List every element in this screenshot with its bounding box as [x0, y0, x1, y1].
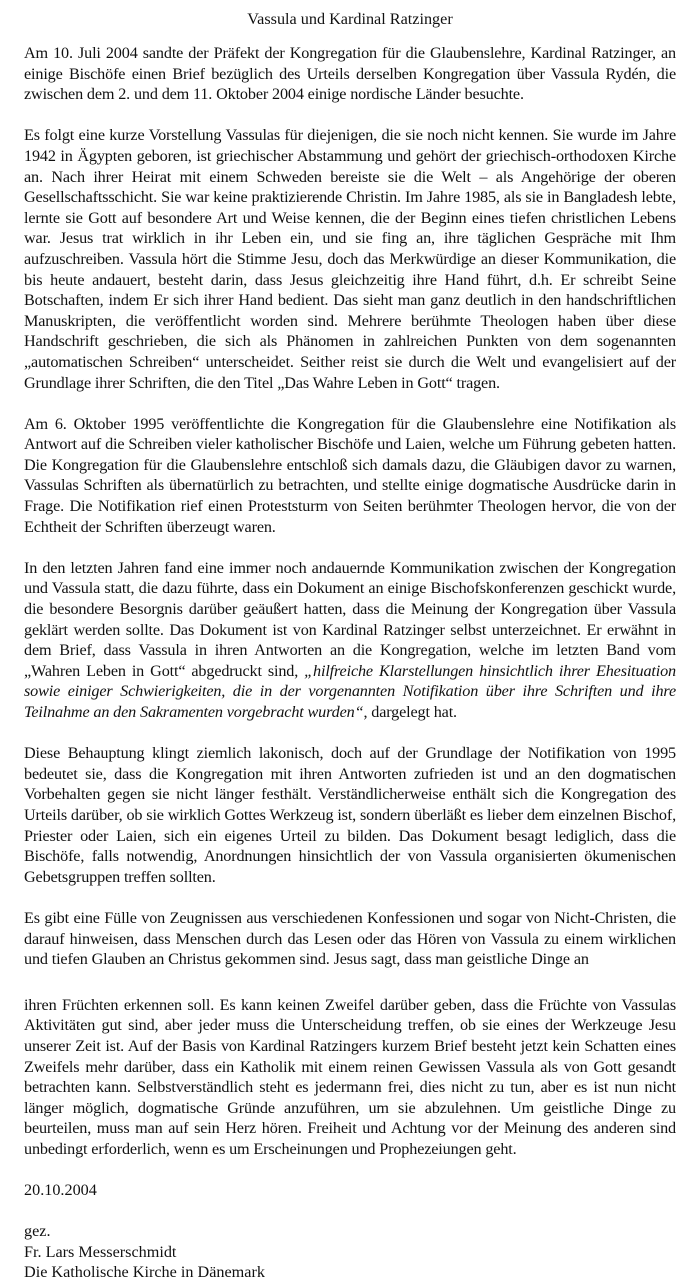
signature-organization: Die Katholische Kirche in Dänemark [24, 1263, 265, 1282]
signature-author-name: Fr. Lars Messerschmidt [24, 1242, 177, 1261]
signature-block [24, 1221, 676, 1283]
paragraph-testimonies: Es gibt eine Fülle von Zeugnissen aus verschiedenen Konfessionen und sogar von Nicht-Christen, die darauf hinweisen, dass Menschen durch das Lesen oder das Hören von Vassula zu einem wirklichen und tiefen Glauben an Christus gekommen sind. Jesus sagt, dass man geistliche Dinge an [24, 908, 676, 969]
paragraph-interpretation: Diese Behauptung klingt ziemlich lakonisch, doch auf der Grundlage der Notifikation von 1995 bedeutet sie, dass die Kongregation mit ihren Antworten zufrieden ist und an den dogmatischen Vorbehalten gegen sie nicht länger festhält. Verständlicherweise enthält sich die Kongregation des Urteils darüber, ob sie wirklich Gottes Werkzeug ist, sondern überläßt es lieber dem einzelnen Bischof, Priester oder Laien, sich ein eigenes Urteil zu bilden. Das Dokument besagt lediglich, dass die Bischöfe, falls notwendig, Anordnungen hinsichtlich der von Vassula organisierten ökumenischen Gebetsgruppen treffen sollten. [24, 744, 676, 886]
paragraph-conclusion: ihren Früchten erkennen soll. Es kann keinen Zweifel darüber geben, dass die Früchte von Vassulas Aktivitäten gut sind, aber jeder muss die Unterscheidung treffen, ob sie eines der Werkzeuge Jesu unserer Zeit ist. Auf der Basis von Kardinal Ratzingers kurzem Brief besteht jetzt kein Schatten eines Zweifels mehr darüber, dass ein Katholik mit einem reinen Gewissen Vassula als von Gott gesandt betrachten kann. Selbstverständlich steht es jedermann frei, dies nicht zu tun, aber es ist nun nicht länger möglich, dogmatische Gründe anzuführen, um sie abzulehnen. Um geistliche Dinge zu beurteilen, muss man auf sein Herz hören. Freiheit und Achtung vor der Meinung des anderen sind unbedingt erforderlich, wenn es um Erscheinungen und Prophezeiungen geht. [24, 995, 676, 1158]
document-title: Vassula und Kardinal Ratzinger [247, 10, 453, 28]
paragraph-notification-1995: Am 6. Oktober 1995 veröffentlichte die Kongregation für die Glaubenslehre eine Notifikation als Antwort auf die Schreiben vieler katholischer Bischöfe und Laien, welche um Führung gebeten hatten. Die Kongregation für die Glaubenslehre entschloß sich damals dazu, die Gläubigen davor zu warnen, Vassulas Schriften als übernatürlich zu betrachten, und stellte einige dogmatische Ausdrücke darin in Frage. Die Notifikation rief einen Proteststurm von Seiten berühmter Theologen hervor, die von der Echtheit der Schriften überzeugt waren. [24, 414, 676, 536]
signature-gez: gez. [24, 1222, 51, 1241]
paragraph-vassula-biography: Es folgt eine kurze Vorstellung Vassulas für diejenigen, die sie noch nicht kennen. Sie wurde im Jahre 1942 in Ägypten geboren, ist griechischer Abstammung und gehört der griechisch-orthodoxen Kirche an. Nach ihrer Heirat mit einem Schweden bereiste sie die Welt – als Angehörige der oberen Gesellschaftsschicht. Sie war keine praktizierende Christin. Im Jahre 1985, als sie in Bangladesh lebte, lernte sie Gott auf besondere Art und Weise kennen, die der Beginn eines tiefen christlichen Lebens war. Jesus trat wirklich in ihr Leben ein, und sie fing an, ihre täglichen Gespräche mit Ihm aufzuschreiben. Vassula hört die Stimme Jesu, doch das Merkwürdige an dieser Kommunikation, die bis heute andauert, besteht darin, dass Jesus gleichzeitig ihre Hand führt, d.h. Er schreibt Seine Botschaften, indem Er sich ihrer Hand bedient. Das sieht man ganz deutlich in den handschriftlichen Manuskripten, die veröffentlicht worden sind. Mehrere berühmte Theologen haben über diese Handschrift geschrieben, die sich als Phänomen in zahlreichen Punkten von dem sogenannten „automatischen Schreiben“ unterscheidet. Seither reist sie durch die Welt und evangelisiert auf der Grundlage ihrer Schriften, die den Titel „Das Wahre Leben in Gott“ tragen. [24, 126, 676, 392]
paragraph-intro: Am 10. Juli 2004 sandte der Präfekt der Kongregation für die Glaubenslehre, Kardinal Ratzinger, an einige Bischöfe einen Brief bezüglich des Urteils derselben Kongregation über Vassula Rydén, die zwischen dem 2. und dem 11. Oktober 2004 einige nordische Länder besuchte. [24, 44, 676, 104]
paragraph-text-after-quote: , dargelegt hat. [363, 703, 457, 721]
paragraph-recent-communication [24, 558, 676, 723]
paragraph-text-before-quote: In den letzten Jahren fand eine immer noch andauernde Kommunikation zwischen der Kongregation und Vassula statt, die dazu führte, dass ein Dokument an einige Bischofskonferenzen geschickt wurde, die besondere Besorgnis darüber geäußert hatten, dass die Meinung der Kongregation über Vassula geklärt werden sollte. Das Dokument ist von Kardinal Ratzinger selbst unterzeichnet. Er erwähnt in dem Brief, dass Vassula in ihren Antworten an die Kongregation, welche im letzten Band vom „Wahren Leben in Gott“ abgedruckt sind, [24, 558, 676, 680]
italic-quote: „hilfreiche Klarstellungen hinsichtlich ihrer Ehesituation sowie einiger Schwierigkeiten, die in der vorgenannten Notifikation über ihre Schriften und ihre Teilnahme an den Sakramenten vorgebracht wurden“ [24, 661, 677, 721]
document-date: 20.10.2004 [24, 1181, 97, 1200]
